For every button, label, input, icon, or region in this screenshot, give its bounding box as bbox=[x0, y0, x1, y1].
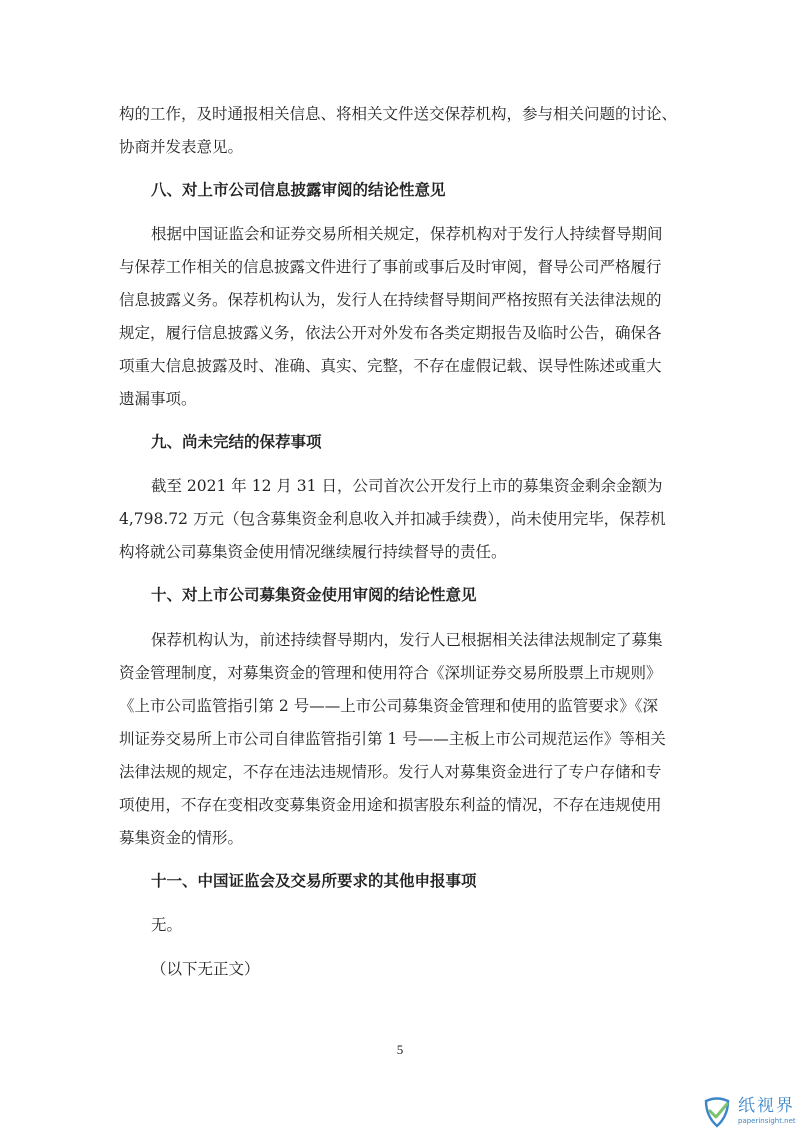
body-text-line: 与保荐工作相关的信息披露文件进行了事前或事后及时审阅，督导公司严格履行 bbox=[119, 258, 662, 276]
body-text-line: 法律法规的规定，不存在违法违规情形。发行人对募集资金进行了专户存储和专 bbox=[119, 763, 662, 781]
body-text-line: 规定，履行信息披露义务，依法公开对外发布各类定期报告及临时公告，确保各 bbox=[119, 324, 662, 342]
check-shield-icon bbox=[698, 1095, 736, 1129]
body-text-line: 4,798.72 万元（包含募集资金利息收入并扣减手续费），尚未使用完毕，保荐机 bbox=[119, 510, 666, 528]
body-text-line: 《上市公司监管指引第 2 号——上市公司募集资金管理和使用的监管要求》《深 bbox=[119, 697, 658, 715]
closing-note: （以下无正文） bbox=[151, 960, 260, 978]
section-heading: 八、对上市公司信息披露审阅的结论性意见 bbox=[151, 181, 446, 199]
watermark bbox=[698, 1095, 798, 1129]
body-text-line: 构的工作，及时通报相关信息、将相关文件送交保荐机构，参与相关问题的讨论、 bbox=[119, 105, 678, 123]
body-text-line: 项重大信息披露及时、准确、真实、完整，不存在虚假记载、误导性陈述或重大 bbox=[119, 357, 662, 375]
body-text-line: 保荐机构认为，前述持续督导期内，发行人已根据相关法律法规制定了募集 bbox=[151, 631, 663, 649]
body-text-line: 构将就公司募集资金使用情况继续履行持续督导的责任。 bbox=[119, 543, 507, 561]
body-text-line: 项使用，不存在变相改变募集资金用途和损害股东利益的情况，不存在违规使用 bbox=[119, 796, 662, 814]
body-text-line: 协商并发表意见。 bbox=[119, 138, 244, 156]
body-text-line: 无。 bbox=[151, 916, 183, 934]
body-text-line: 遗漏事项。 bbox=[119, 390, 197, 408]
body-text-line: 截至 2021 年 12 月 31 日，公司首次公开发行上市的募集资金剩余金额为 bbox=[151, 477, 663, 495]
body-text-line: 信息披露义务。保荐机构认为，发行人在持续督导期间严格按照有关法律法规的 bbox=[119, 291, 662, 309]
watermark-url: paperinsight.net bbox=[738, 1117, 796, 1125]
body-text-line: 募集资金的情形。 bbox=[119, 829, 244, 847]
watermark-name: 纸视界 bbox=[738, 1096, 795, 1116]
section-heading: 十一、中国证监会及交易所要求的其他申报事项 bbox=[151, 872, 477, 890]
section-heading: 九、尚未完结的保荐事项 bbox=[151, 433, 322, 451]
section-heading: 十、对上市公司募集资金使用审阅的结论性意见 bbox=[151, 586, 477, 604]
body-text-line: 资金管理制度，对募集资金的管理和使用符合《深圳证券交易所股票上市规则》 bbox=[119, 664, 662, 682]
page-number: 5 bbox=[396, 1042, 404, 1057]
body-text-line: 根据中国证监会和证券交易所相关规定，保荐机构对于发行人持续督导期间 bbox=[151, 225, 663, 243]
body-text-line: 圳证券交易所上市公司自律监管指引第 1 号——主板上市公司规范运作》等相关 bbox=[119, 730, 666, 748]
